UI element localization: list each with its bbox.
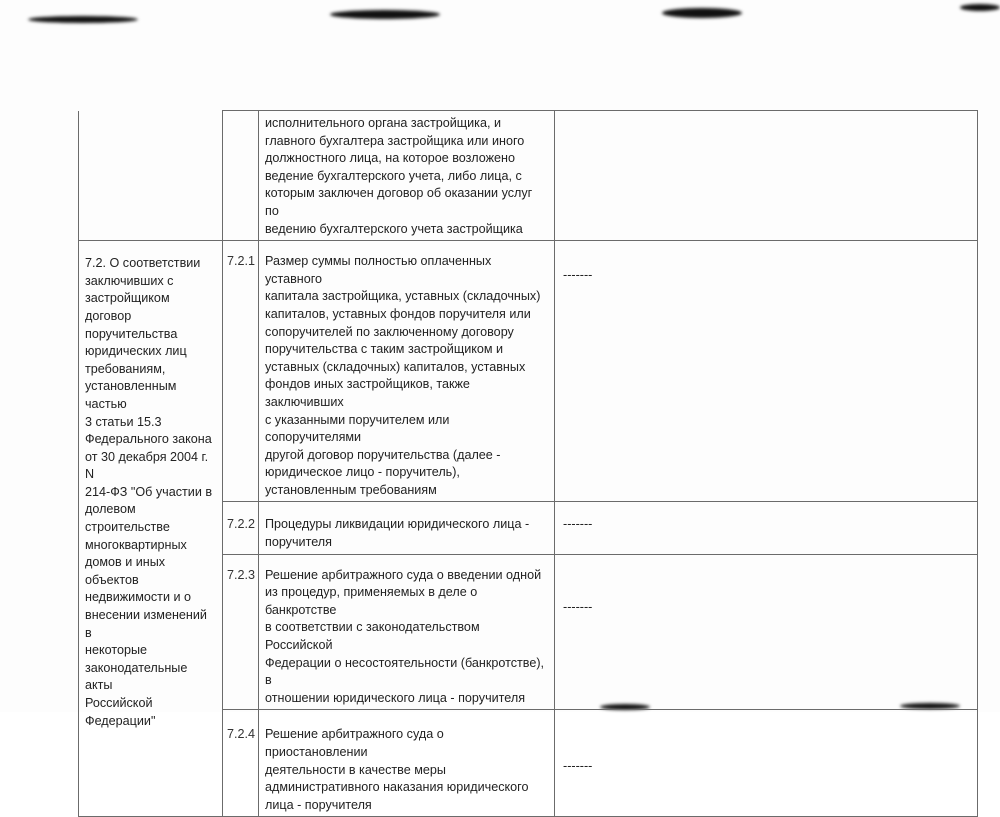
item-number: 7.2.1 [223, 241, 259, 502]
item-value-text: ------- [563, 759, 593, 774]
section-title: 7.2. О соответствии заключивших с застройщиком договор поручительства юридических лиц требованиям, установленным частью 3 статьи 15.3 Федерального закона от 30 декабря 2004 г. N 214-ФЗ "Об участии в долевом строительстве многоквартирных домов и иных объектов недвижимости и о внесении изменений в некоторые законодательные акты Российской Федерации" [79, 241, 223, 817]
item-number: 7.2.4 [223, 710, 259, 817]
item-value [555, 502, 978, 554]
item-value-text: ------- [563, 599, 593, 614]
scan-smudge [662, 8, 742, 18]
disclosure-table [78, 110, 978, 817]
scan-smudge [330, 10, 440, 19]
item-value [555, 710, 978, 817]
item-description: Решение арбитражного суда о приостановлении деятельности в качестве меры административного наказания юридического лица - поручителя [259, 710, 555, 817]
item-number: 7.2.3 [223, 554, 259, 710]
section-cell-empty [79, 111, 223, 241]
item-number [223, 111, 259, 241]
item-value-text: ------- [563, 517, 593, 532]
item-value [555, 241, 978, 502]
scan-smudge [960, 4, 1000, 11]
table-row [79, 111, 978, 241]
item-description: Размер суммы полностью оплаченных уставного капитала застройщика, уставных (складочных) капиталов, уставных фондов поручителя или сопоручителей по заключенному договору поручительства с таким застройщиком и уставных (складочных) капиталов, уставных фондов иных застройщиков, также заключивших с указанными поручителем или сопоручителями другой договор поручительства (далее - юридическое лицо - поручитель), установленным требованиям [259, 241, 555, 502]
item-value [555, 111, 978, 241]
item-description: исполнительного органа застройщика, и главного бухгалтера застройщика или иного должностного лица, на которое возложено ведение бухгалтерского учета, либо лица, с которым заключен договор об оказании услуг по ведению бухгалтерского учета застройщика [259, 111, 555, 241]
scan-smudge [28, 16, 138, 23]
item-description: Решение арбитражного суда о введении одной из процедур, применяемых в деле о банкротстве в соответствии с законодательством Российской Федерации о несостоятельности (банкротстве), в отношении юридического лица - поручителя [259, 554, 555, 710]
item-value-text: ------- [563, 268, 593, 283]
item-number: 7.2.2 [223, 502, 259, 554]
table-row [79, 241, 978, 502]
item-value [555, 554, 978, 710]
item-description: Процедуры ликвидации юридического лица - поручителя [259, 502, 555, 554]
